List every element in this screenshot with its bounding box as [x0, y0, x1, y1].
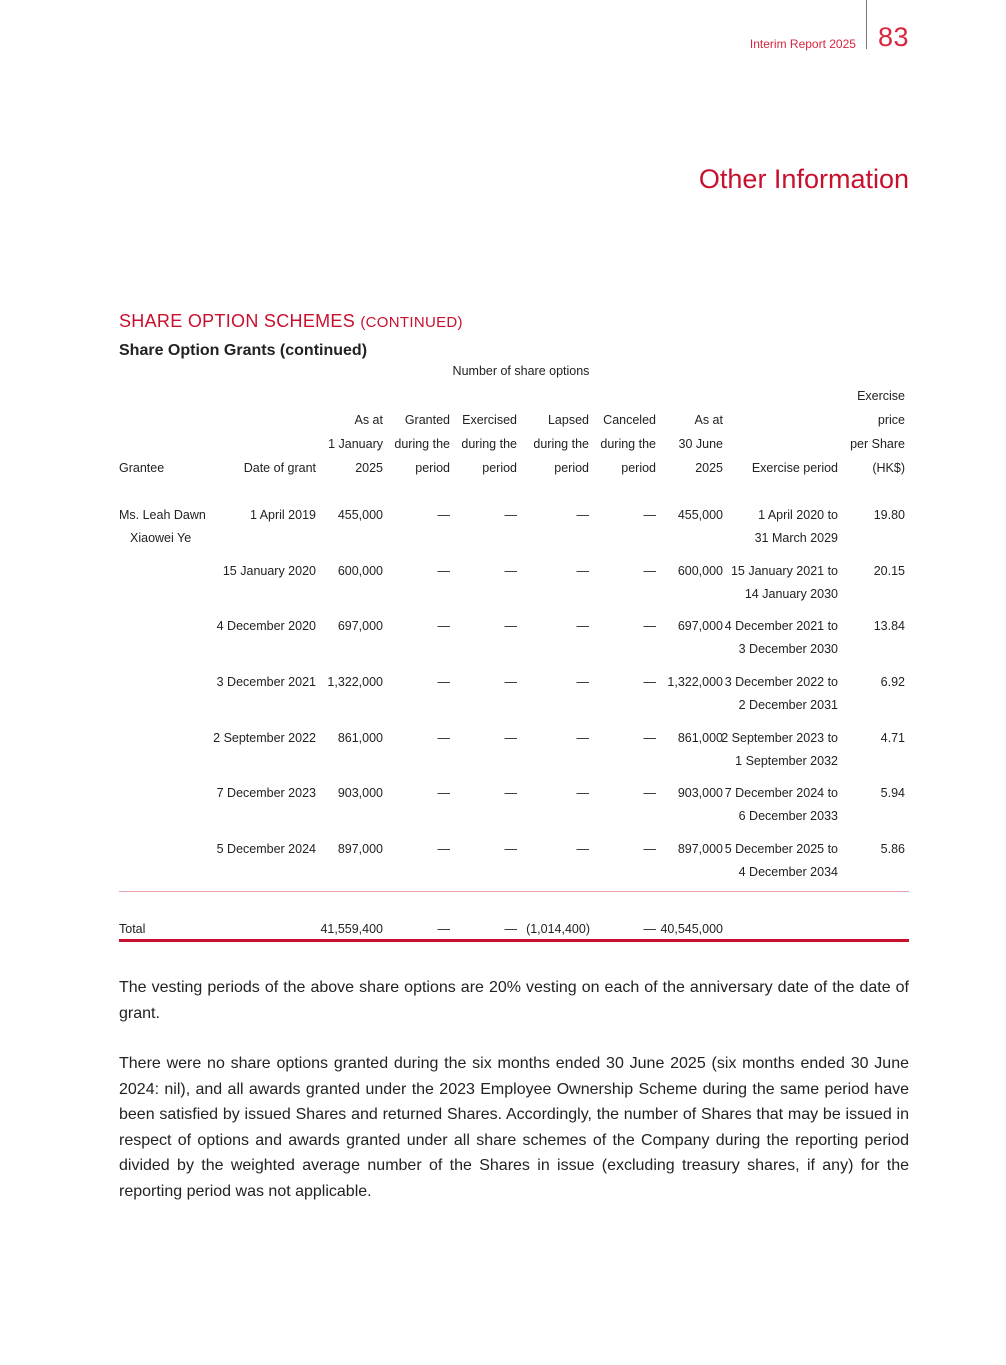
column-header-exercised: period	[482, 461, 517, 475]
column-header-exercised: during the	[461, 437, 517, 451]
column-header-exercise-period: Exercise period	[751, 461, 838, 475]
cell-exercised: —	[504, 619, 517, 633]
cell-canceled: —	[643, 731, 656, 745]
cell-exercise-period: 4 December 2021 to	[724, 619, 838, 633]
cell-lapsed: —	[576, 786, 589, 800]
cell-exercise-period: 4 December 2034	[738, 865, 838, 879]
cell-canceled: —	[643, 619, 656, 633]
cell-granted: —	[437, 619, 450, 633]
cell-canceled: —	[643, 508, 656, 522]
cell-canceled: —	[643, 564, 656, 578]
cell-exercised: —	[504, 675, 517, 689]
column-header-as-at-end: 30 June	[678, 437, 723, 451]
cell-as-at-start: 455,000	[337, 508, 383, 522]
cell-date-of-grant: 4 December 2020	[216, 619, 316, 633]
column-header-lapsed: Lapsed	[547, 413, 589, 427]
section-title-suffix: (CONTINUED)	[360, 314, 463, 331]
cell-as-at-end: 1,322,000	[667, 675, 723, 689]
cell-granted: —	[437, 842, 450, 856]
cell-exercise-price: 20.15	[873, 564, 905, 578]
cell-as-at-end: 455,000	[677, 508, 723, 522]
cell-exercised: —	[504, 731, 517, 745]
column-header-lapsed: during the	[533, 437, 589, 451]
cell-exercised: —	[504, 786, 517, 800]
cell-date-of-grant: 7 December 2023	[216, 786, 316, 800]
cell-exercised: —	[504, 842, 517, 856]
cell-exercised: —	[504, 508, 517, 522]
cell-granted: —	[437, 675, 450, 689]
cell-granted: —	[437, 564, 450, 578]
table-divider	[119, 891, 909, 892]
cell-exercise-period: 31 March 2029	[754, 531, 838, 545]
column-header-as-at-start: 1 January	[328, 437, 383, 451]
cell-exercise-price: 4.71	[880, 731, 905, 745]
cell-as-at-end: 697,000	[677, 619, 723, 633]
cell-exercise-price: 19.80	[873, 508, 905, 522]
cell-exercise-period: 3 December 2022 to	[724, 675, 838, 689]
cell-exercise-period: 15 January 2021 to	[730, 564, 838, 578]
column-header-grantee: Grantee	[119, 461, 165, 475]
cell-date-of-grant: 2 September 2022	[213, 731, 316, 745]
column-header-exercise-price: Exercise	[857, 389, 905, 403]
column-header-exercised: Exercised	[462, 413, 517, 427]
cell-lapsed: —	[576, 564, 589, 578]
paragraph-no-grants: There were no share options granted during the six months ended 30 June 2025 (six months ended 30 June 2024: nil), and all awards granted under the 2023 Employee Ownership Scheme during the same period have been satisfied by issued Shares and returned Shares. Accordingly, the number of Shares that may be issued in respect of options and awards granted under all share schemes of the Company during the reporting period divided by the weighted average number of the Shares in issue (excluding treasury shares, if any) for the reporting period was not applicable.	[119, 1055, 909, 1200]
running-header	[750, 0, 909, 50]
page-number: 83	[877, 22, 909, 52]
cell-as-at-start: 1,322,000	[327, 675, 383, 689]
column-header-granted: Granted	[404, 413, 450, 427]
cell-canceled: —	[643, 675, 656, 689]
column-header-granted: period	[415, 461, 450, 475]
cell-exercise-price: 5.94	[880, 786, 905, 800]
column-header-as-at-start: 2025	[355, 461, 383, 475]
report-title: Interim Report 2025	[749, 37, 856, 51]
cell-date-of-grant: 3 December 2021	[216, 675, 316, 689]
cell-as-at-end: 861,000	[677, 731, 723, 745]
cell-granted: —	[437, 508, 450, 522]
cell-exercise-period: 6 December 2033	[738, 809, 838, 823]
total-label: Total	[119, 922, 146, 936]
cell-granted: —	[437, 731, 450, 745]
cell-exercise-price: 6.92	[880, 675, 905, 689]
column-header-date-of-grant: Date of grant	[243, 461, 316, 475]
cell-lapsed: —	[576, 619, 589, 633]
column-header-canceled: Canceled	[603, 413, 656, 427]
column-header-exercise-price: per Share	[850, 437, 905, 451]
cell-as-at-start: 600,000	[337, 564, 383, 578]
cell-exercise-price: 13.84	[873, 619, 905, 633]
column-header-as-at-end: 2025	[695, 461, 723, 475]
cell-lapsed: —	[576, 508, 589, 522]
cell-date-of-grant: 1 April 2019	[249, 508, 316, 522]
total-as-at-end: 40,545,000	[660, 922, 723, 936]
section-heading	[119, 311, 463, 332]
cell-lapsed: —	[576, 842, 589, 856]
sub-heading-suffix: (continued)	[279, 342, 368, 359]
cell-date-of-grant: 5 December 2024	[216, 842, 316, 856]
column-header-granted: during the	[394, 437, 450, 451]
cell-exercise-period: 14 January 2030	[744, 587, 838, 601]
total-as-at-start: 41,559,400	[320, 922, 383, 936]
sub-heading	[119, 342, 367, 360]
cell-lapsed: —	[576, 675, 589, 689]
cell-date-of-grant: 15 January 2020	[222, 564, 316, 578]
cell-as-at-end: 897,000	[677, 842, 723, 856]
column-header-as-at-end: As at	[694, 413, 723, 427]
total-granted: —	[437, 922, 450, 936]
cell-as-at-start: 897,000	[337, 842, 383, 856]
cell-exercise-period: 5 December 2025 to	[724, 842, 838, 856]
cell-exercised: —	[504, 564, 517, 578]
total-exercised: —	[504, 922, 517, 936]
share-options-group-heading: Number of share options	[452, 364, 590, 378]
cell-grantee: Xiaowei Ye	[130, 531, 192, 545]
section-title: SHARE OPTION SCHEMES	[119, 311, 356, 331]
column-header-canceled: during the	[600, 437, 656, 451]
column-header-lapsed: period	[554, 461, 589, 475]
sub-heading-bold: Share Option Grants	[119, 342, 276, 359]
column-header-canceled: period	[621, 461, 656, 475]
cell-as-at-start: 697,000	[337, 619, 383, 633]
cell-exercise-period: 7 December 2024 to	[724, 786, 838, 800]
column-header-as-at-start: As at	[354, 413, 383, 427]
column-header-exercise-price: (HK$)	[872, 461, 905, 475]
column-header-exercise-price: price	[877, 413, 905, 427]
total-canceled: —	[643, 922, 656, 936]
table-bottom-rule	[119, 939, 909, 942]
paragraph-vesting: The vesting periods of the above share options are 20% vesting on each of the anniversary date of the date of grant.	[119, 979, 909, 1022]
cell-canceled: —	[643, 842, 656, 856]
cell-granted: —	[437, 786, 450, 800]
cell-as-at-end: 903,000	[677, 786, 723, 800]
cell-as-at-start: 903,000	[337, 786, 383, 800]
cell-as-at-end: 600,000	[677, 564, 723, 578]
cell-exercise-period: 1 April 2020 to	[758, 508, 838, 522]
cell-exercise-period: 2 December 2031	[738, 698, 838, 712]
cell-grantee: Ms. Leah Dawn	[119, 508, 206, 522]
page-title: Other Information	[698, 164, 909, 194]
cell-exercise-period: 2 September 2023 to	[721, 731, 838, 745]
cell-exercise-period: 3 December 2030	[738, 642, 838, 656]
cell-exercise-price: 5.86	[880, 842, 905, 856]
cell-canceled: —	[643, 786, 656, 800]
cell-as-at-start: 861,000	[337, 731, 383, 745]
cell-exercise-period: 1 September 2032	[735, 754, 838, 768]
total-lapsed: (1,014,400)	[526, 922, 590, 936]
cell-lapsed: —	[576, 731, 589, 745]
